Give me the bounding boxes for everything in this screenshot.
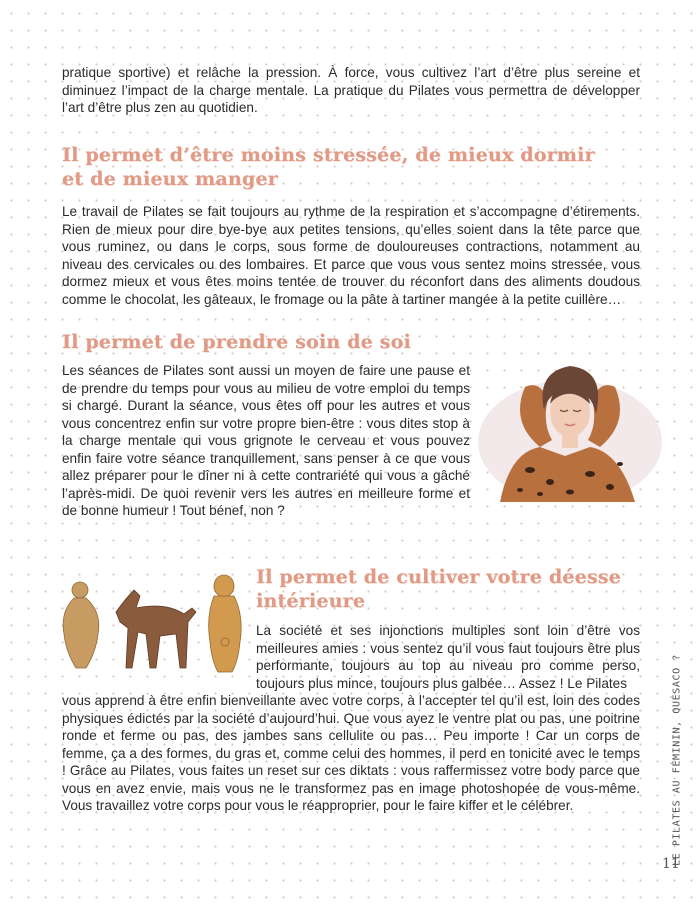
page-number: 11 <box>662 856 680 872</box>
paragraph-self-care: Les séances de Pilates sont aussi un moyen de faire une pause et de prendre du temps pour vous au milieu de votre emploi du temps si chargé. Durant la séance, vous êtes off pour les autres et vous vous concentrez enfin sur votre propre bien-être : vous dites stop à la charge mentale qui vous grignote le cerveau et vous pouvez enfin faire votre séance tranquillement, sans penser à ce que vous allez préparer pour le dîner ni à cette contrariété qui vous a gâché l’après-midi. De quoi revenir vers les autres en meilleure forme et de bonne humeur ! Tout bénef, non ? <box>62 363 470 518</box>
paragraph-less-stressed: Le travail de Pilates se fait toujours au rythme de la respiration et s’accompagne d’étirements. Rien de mieux pour dire bye-bye aux petites tensions, qu’elles soient dans la tête parce que vous ruminez, ou dans le corps, sous forme de douloureuses contractions, notamment au niveau des cervicales ou des lombaires. Et parce que vous vous sentez moins stressée, vous dormez mieux et vous êtes moins tentée de trouver du réconfort dans des aliments doudous comme le chocolat, les gâteaux, le fromage ou la pâte à tartiner mangée à la petite cuillère… <box>62 204 640 307</box>
side-title-text: LE PILATES AU FÉMININ, QUÉSACO ? <box>671 654 683 866</box>
heading-inner-goddess: Il permet de cultiver votre déesse intérieure <box>256 566 621 612</box>
heading-less-stressed: Il permet d’être moins stressée, de mieux dormir et de mieux manger <box>62 144 595 190</box>
intro-paragraph: pratique sportive) et relâche la pression. À force, vous cultivez l’art d’être plus sereine et diminuez l’impact de la charge mentale. La pratique du Pilates vous permettra de développer l’art d’être plus zen au quotidien. <box>62 65 640 115</box>
paragraph-inner-goddess-start: La société et ses injonctions multiples sont loin d’être vos meilleures amies : vous sentez qu’il vous faut toujours être plus performante, toujours au top au niveau pro comme perso, toujours plus mince, toujours plus galbée… Assez ! Le Pilates <box>256 623 640 691</box>
paragraph-inner-goddess-continued: vous apprend à être enfin bienveillante avec votre corps, à l’accepter tel qu’il est, loin des codes physiques édictés par la société d’aujourd’hui. Que vous ayez le ventre plat ou pas, une poitrine ronde et ferme ou pas, des jambes sans cellulite ou pas… Peu importe ! Car un corps de femme, ça a des formes, du gras et, comme celui des hommes, il perd en tonicité avec le temps ! Grâce au Pilates, vous faites un reset sur ces diktats : vous raffermissez votre body parce que vous en avez envie, mais vous ne le transformez pas en image photoshopée de vous-même. Vous travaillez votre corps pour vous le réapproprier, pour le faire kiffer et le célébrer. <box>62 693 640 813</box>
ancient-figurines-illustration <box>56 572 250 680</box>
running-side-title <box>668 654 686 866</box>
heading-self-care: Il permet de prendre soin de soi <box>62 331 411 353</box>
woman-stretching-illustration <box>470 352 670 502</box>
